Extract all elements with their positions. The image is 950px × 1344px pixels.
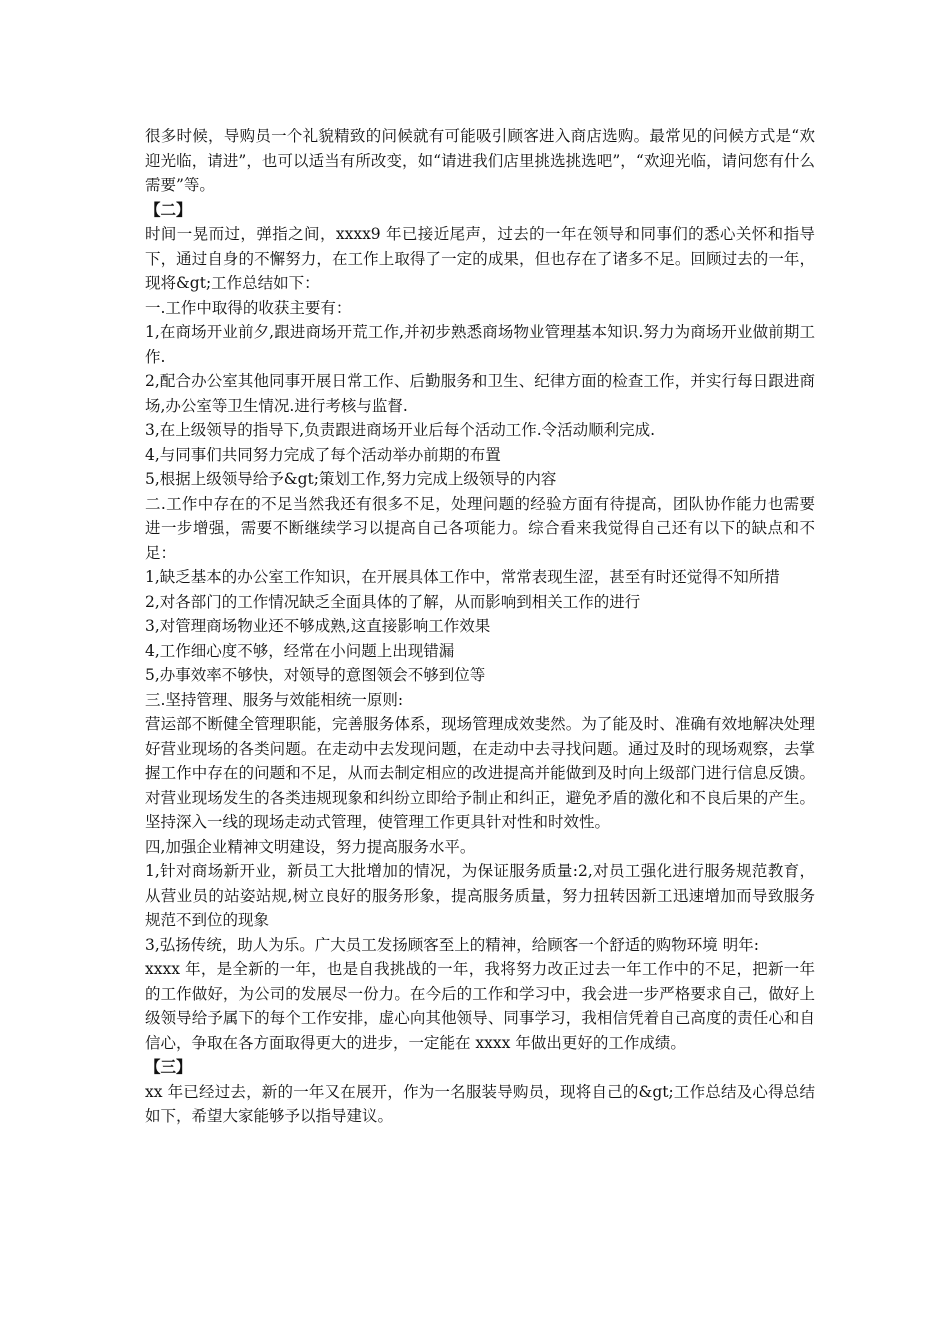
paragraph: 1,针对商场新开业，新员工大批增加的情况，为保证服务质量:2,对员工强化进行服务规范教育，从营业员的站姿站规,树立良好的服务形象，提高服务质量，努力扭转因新工迅速增加而导致服务规范不到位的现象 xyxy=(145,862,815,929)
paragraph: 5,办事效率不够快，对领导的意图领会不够到位等 xyxy=(145,666,486,684)
paragraph: 3,弘扬传统，助人为乐。广大员工发扬顾客至上的精神，给顾客一个舒适的购物环境 明年: xyxy=(145,935,759,954)
paragraph: xxxx 年，是全新的一年，也是自我挑战的一年，我将努力改正过去一年工作中的不足，把新一年的工作做好，为公司的发展尽一份力。在今后的工作和学习中，我会进一步严格要求自己，做好上级领导给予属下的每个工作安排，虚心向其他领导、同事学习，我相信凭着自己高度的责任心和自信心，争取在各方面取得更大的进步，一定能在 xxxx 年做出更好的工作成绩。 xyxy=(145,960,815,1052)
document-body xyxy=(145,124,815,1129)
paragraph: 5,根据上级领导给予&gt;策划工作,努力完成上级领导的内容 xyxy=(145,470,557,488)
paragraph: 很多时候，导购员一个礼貌精致的问候就有可能吸引顾客进入商店选购。最常见的问候方式是“欢迎光临，请进”，也可以适当有所改变，如“请进我们店里挑选挑选吧”，“欢迎光临，请问您有什么需要”等。 xyxy=(145,127,815,194)
paragraph: 四,加强企业精神文明建设，努力提高服务水平。 xyxy=(145,837,476,856)
paragraph: 营运部不断健全管理职能，完善服务体系，现场管理成效斐然。为了能及时、准确有效地解决处理好营业现场的各类问题。在走动中去发现问题，在走动中去寻找问题。通过及时的现场观察，去掌握工作中存在的问题和不足，从而去制定相应的改进提高并能做到及时向上级部门进行信息反馈。对营业现场发生的各类违规现象和纠纷立即给予制止和纠正，避免矛盾的激化和不良后果的产生。坚持深入一线的现场走动式管理，使管理工作更具针对性和时效性。 xyxy=(145,715,815,831)
paragraph: 2,对各部门的工作情况缺乏全面具体的了解，从而影响到相关工作的进行 xyxy=(145,592,641,611)
section-heading: 【二】 xyxy=(145,199,192,219)
paragraph: 2,配合办公室其他同事开展日常工作、后勤服务和卫生、纪律方面的检查工作，并实行每日跟进商场,办公室等卫生情况.进行考核与监督. xyxy=(145,372,815,415)
paragraph: 4,与同事们共同努力完成了每个活动举办前期的布置 xyxy=(145,445,501,464)
paragraph: xx 年已经过去，新的一年又在展开，作为一名服装导购员，现将自己的&gt;工作总结及心得总结如下，希望大家能够予以指导建议。 xyxy=(145,1082,815,1125)
paragraph: 3,对管理商场物业还不够成熟,这直接影响工作效果 xyxy=(145,617,491,635)
paragraph: 二.工作中存在的不足当然我还有很多不足，处理问题的经验方面有待提高，团队协作能力也需要进一步增强，需要不断继续学习以提高自己各项能力。综合看来我觉得自己还有以下的缺点和不足： xyxy=(145,494,815,562)
paragraph: 三.坚持管理、服务与效能相统一原则: xyxy=(145,690,404,709)
paragraph: 4,工作细心度不够，经常在小问题上出现错漏 xyxy=(145,641,455,660)
paragraph: 一.工作中取得的收获主要有： xyxy=(145,298,352,317)
paragraph: 1,在商场开业前夕,跟进商场开荒工作,并初步熟悉商场物业管理基本知识.努力为商场开业做前期工作. xyxy=(145,323,815,366)
paragraph: 时间一晃而过，弹指之间，xxxx9 年已接近尾声，过去的一年在领导和同事们的悉心关怀和指导下，通过自身的不懈努力，在工作上取得了一定的成果，但也存在了诸多不足。回顾过去的一年，现将&gt;工作总结如下： xyxy=(145,225,815,292)
section-heading: 【三】 xyxy=(145,1057,192,1076)
paragraph: 3,在上级领导的指导下,负责跟进商场开业后每个活动工作.令活动顺利完成. xyxy=(145,421,656,439)
paragraph: 1,缺乏基本的办公室工作知识，在开展具体工作中，常常表现生涩，甚至有时还觉得不知所措 xyxy=(145,568,780,586)
